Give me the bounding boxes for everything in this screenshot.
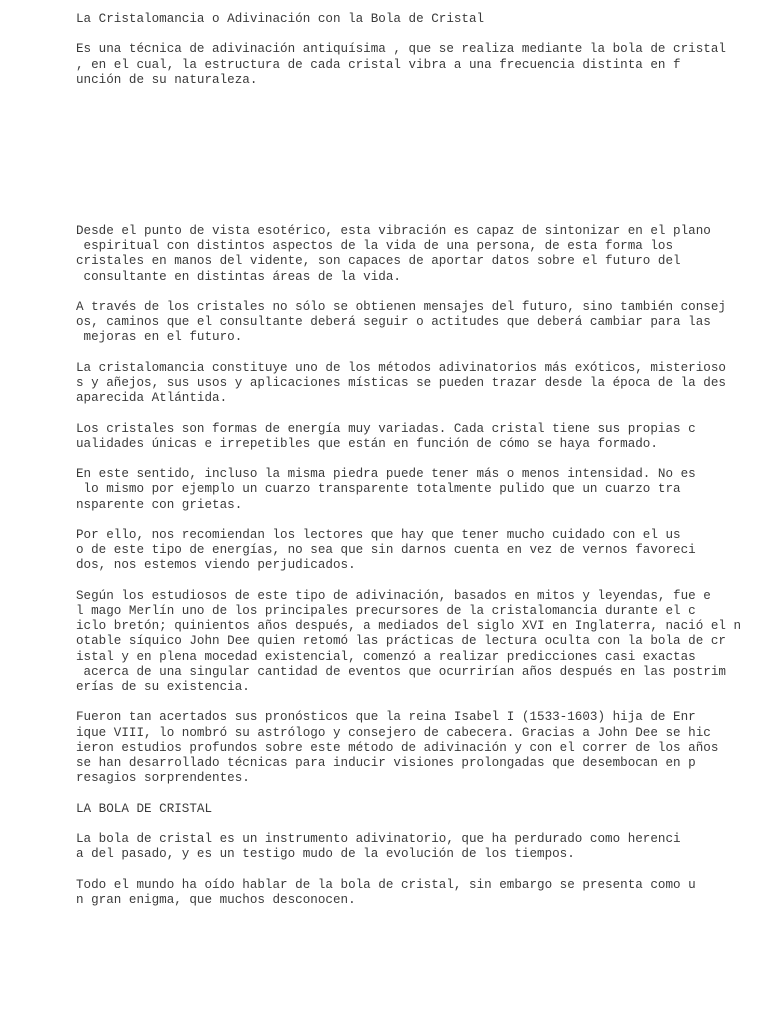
- blank-image-area: [76, 88, 756, 224]
- paragraph-instrument: La bola de cristal es un instrumento adivinatorio, que ha perdurado como herenci a del pasado, y es un testigo mudo de la evolución de los tiempos.: [76, 831, 681, 862]
- document-page: [76, 12, 756, 908]
- paragraph-caution: Por ello, nos recomiendan los lectores que hay que tener mucho cuidado con el us o de este tipo de energías, no sea que sin darnos cuenta en vez de vernos favoreci dos, nos estemos viendo perjudicados.: [76, 527, 696, 573]
- paragraph-history: Según los estudiosos de este tipo de adivinación, basados en mitos y leyendas, fue e l mago Merlín uno de los principales precursores de la cristalomancia durante el c iclo bretón; quinientos años después, a mediados del siglo XVI en Inglaterra, nació el n otable síquico John Dee quien retomó las prácticas de lectura oculta con la bola de cr istal y en plena mocedad existencial, comenzó a realizar predicciones casi exactas acerca de una singular cantidad de eventos que ocurrirían años después en las postrim erías de su existencia.: [76, 588, 742, 694]
- paragraph-messages: A través de los cristales no sólo se obtienen mensajes del futuro, sino también consej os, caminos que el consultante deberá seguir o actitudes que deberá cambiar para las mejoras en el futuro.: [76, 300, 726, 345]
- paragraph-enigma: Todo el mundo ha oído hablar de la bola de cristal, sin embargo se presenta como u n gran enigma, que muchos desconocen.: [76, 877, 696, 907]
- paragraph-energy: Los cristales son formas de energía muy variadas. Cada cristal tiene sus propias c ualidades únicas e irrepetibles que están en función de cómo se haya formado.: [76, 421, 696, 451]
- section-heading: LA BOLA DE CRISTAL: [76, 801, 213, 816]
- paragraph-methods: La cristalomancia constituye uno de los métodos adivinatorios más exóticos, misterioso s y añejos, sus usos y aplicaciones místicas se pueden trazar desde la época de la des aparecida Atlántida.: [76, 360, 726, 406]
- paragraph-esoteric: Desde el punto de vista esotérico, esta vibración es capaz de sintonizar en el plano espiritual con distintos aspectos de la vida de una persona, de esta forma los cristales en manos del vidente, son capaces de aportar datos sobre el futuro del consultante en distintas áreas de la vida.: [76, 224, 711, 284]
- paragraph-intro: Es una técnica de adivinación antiquísima , que se realiza mediante la bola de cristal , en el cual, la estructura de cada cristal vibra a una frecuencia distinta en f unción de su naturaleza.: [76, 42, 726, 87]
- paragraph-intensity: En este sentido, incluso la misma piedra puede tener más o menos intensidad. No es lo mismo por ejemplo un cuarzo transparente totalmente pulido que un cuarzo tra nsparente con grietas.: [76, 467, 696, 512]
- paragraph-spacer: [76, 27, 756, 42]
- paragraph-john-dee: Fueron tan acertados sus pronósticos que la reina Isabel I (1533-1603) hija de Enr ique VIII, lo nombró su astrólogo y consejero de cabecera. Gracias a John Dee se hic ieron estudios profundos sobre este método de adivinación y con el correr de los años se han desarrollado técnicas para inducir visiones prolongadas que desembocan en p resagios sorprendentes.: [76, 710, 719, 786]
- document-title: La Cristalomancia o Adivinación con la Bola de Cristal: [76, 12, 485, 26]
